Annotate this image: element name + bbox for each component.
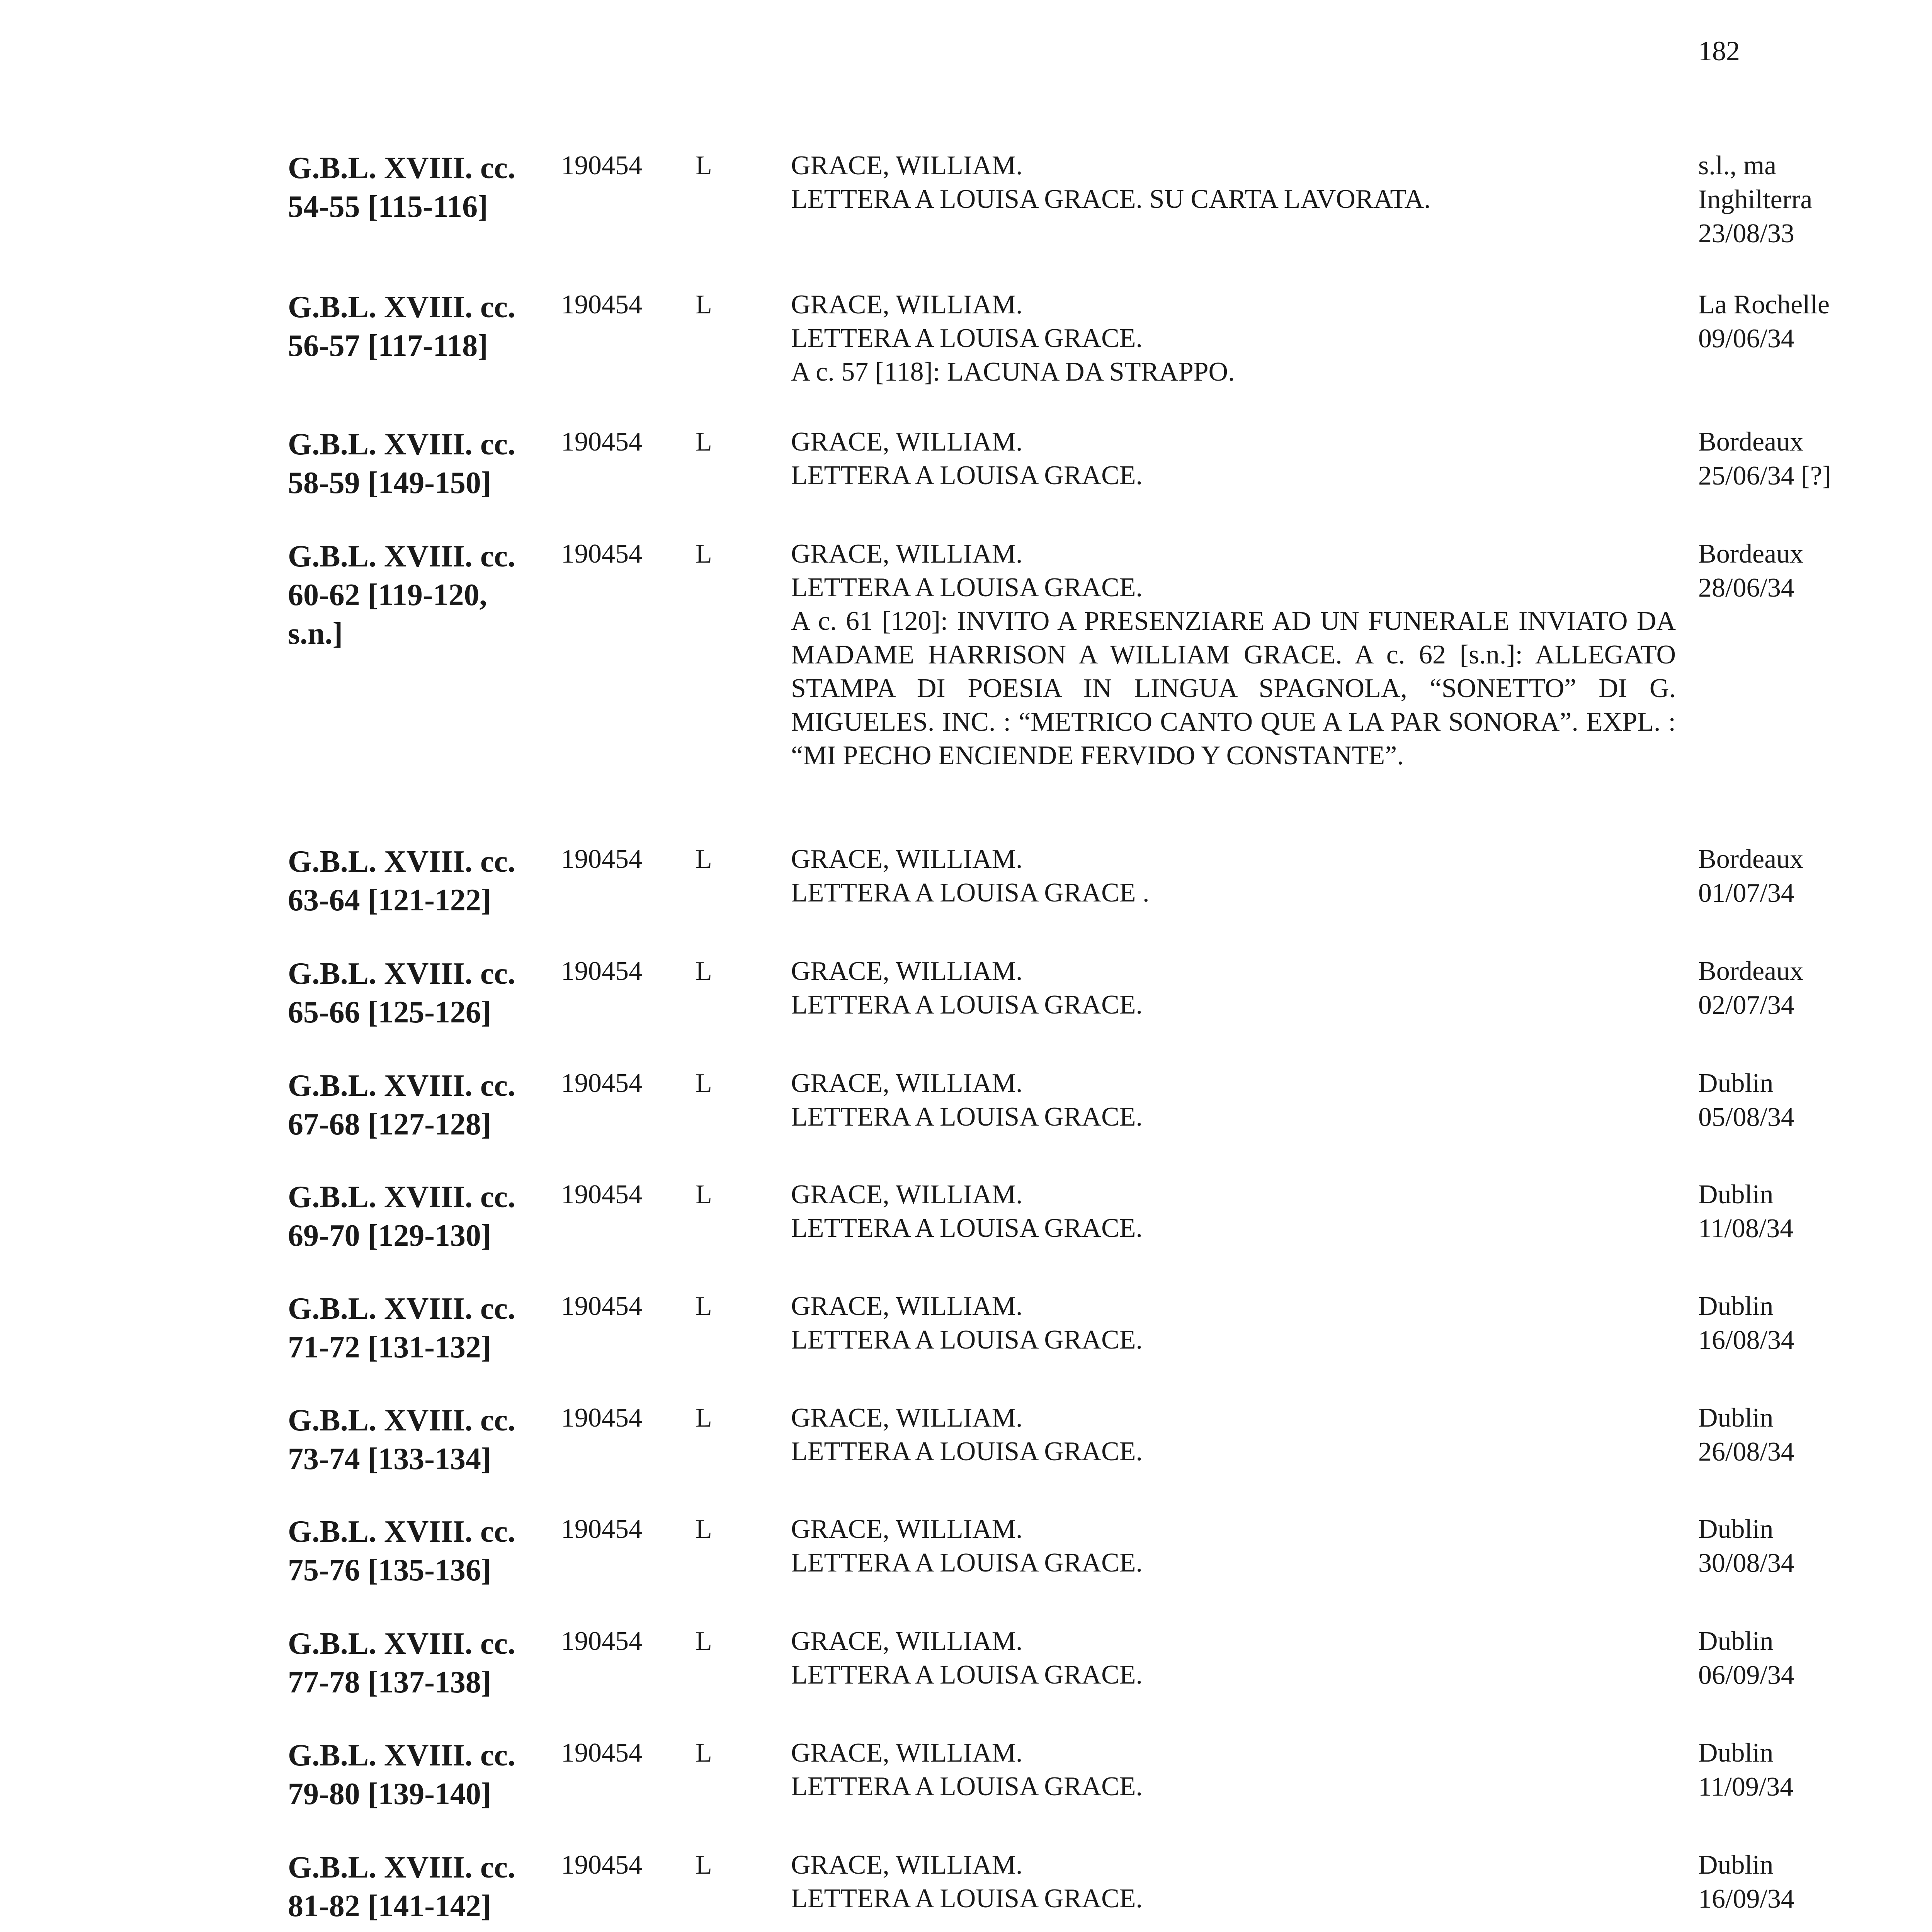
entry-description <box>791 842 1676 910</box>
place: s.l., ma Inghilterra <box>1698 151 1813 214</box>
letter-title: LETTERA A LOUISA GRACE. <box>791 1437 1143 1466</box>
letter-title: LETTERA A LOUISA GRACE. SU CARTA LAVORATA. <box>791 184 1431 214</box>
inventory-number: 190454 <box>561 1738 642 1768</box>
document-type: L <box>696 290 712 320</box>
letter-title: LETTERA A LOUISA GRACE. <box>791 1102 1143 1132</box>
document-type: L <box>696 539 712 569</box>
letter-title: LETTERA A LOUISA GRACE. <box>791 573 1143 602</box>
place-and-date <box>1698 1289 1930 1357</box>
inventory-number: 190454 <box>561 1514 642 1544</box>
shelfmark: G.B.L. XVIII. cc. 71-72 [131-132] <box>288 1292 515 1364</box>
author: GRACE, WILLIAM. <box>791 1180 1023 1209</box>
date: 26/08/34 <box>1698 1437 1794 1467</box>
entry-description <box>791 1401 1676 1468</box>
author: GRACE, WILLIAM. <box>791 956 1023 986</box>
author: GRACE, WILLIAM. <box>791 1291 1023 1321</box>
author: GRACE, WILLIAM. <box>791 1403 1023 1433</box>
author: GRACE, WILLIAM. <box>791 1068 1023 1098</box>
document-type: L <box>696 844 712 874</box>
inventory-number: 190454 <box>561 1291 642 1321</box>
date: 06/09/34 <box>1698 1660 1794 1690</box>
author: GRACE, WILLIAM. <box>791 1626 1023 1656</box>
letter-title: LETTERA A LOUISA GRACE. <box>791 1548 1143 1578</box>
shelfmark: G.B.L. XVIII. cc. 81-82 [141-142] <box>288 1850 515 1923</box>
entry-description <box>791 1066 1676 1134</box>
place: Bordeaux <box>1698 956 1804 986</box>
shelfmark: G.B.L. XVIII. cc. 63-64 [121-122] <box>288 845 515 917</box>
place-and-date <box>1698 425 1930 493</box>
author: GRACE, WILLIAM. <box>791 1850 1023 1880</box>
inventory-number: 190454 <box>561 151 642 180</box>
entry-description <box>791 537 1676 772</box>
author: GRACE, WILLIAM. <box>791 1738 1023 1768</box>
letter-title: LETTERA A LOUISA GRACE. <box>791 1213 1143 1243</box>
place: Dublin <box>1698 1180 1774 1209</box>
shelfmark: G.B.L. XVIII. cc. 77-78 [137-138] <box>288 1627 515 1699</box>
entry-description <box>791 1178 1676 1245</box>
inventory-number: 190454 <box>561 956 642 986</box>
letter-title: LETTERA A LOUISA GRACE. <box>791 323 1143 353</box>
place-and-date <box>1698 288 1930 356</box>
entry-description <box>791 954 1676 1022</box>
place-and-date <box>1698 537 1930 605</box>
place-and-date <box>1698 1848 1930 1916</box>
author: GRACE, WILLIAM. <box>791 427 1023 457</box>
shelfmark: G.B.L. XVIII. cc. 79-80 [139-140] <box>288 1738 515 1811</box>
date: 25/06/34 [?] <box>1698 461 1832 491</box>
place-and-date <box>1698 1178 1930 1246</box>
place: Dublin <box>1698 1291 1774 1321</box>
document-type: L <box>696 1291 712 1321</box>
place: Dublin <box>1698 1068 1774 1098</box>
date: 28/06/34 <box>1698 573 1794 603</box>
author: GRACE, WILLIAM. <box>791 539 1023 569</box>
inventory-number: 190454 <box>561 1180 642 1209</box>
inventory-number: 190454 <box>561 290 642 320</box>
place: Dublin <box>1698 1738 1774 1768</box>
inventory-number: 190454 <box>561 844 642 874</box>
place-and-date <box>1698 1512 1930 1580</box>
letter-title: LETTERA A LOUISA GRACE. <box>791 1772 1143 1801</box>
document-type: L <box>696 1626 712 1656</box>
author: GRACE, WILLIAM. <box>791 1514 1023 1544</box>
document-type: L <box>696 427 712 457</box>
date: 09/06/34 <box>1698 324 1794 354</box>
inventory-number: 190454 <box>561 1068 642 1098</box>
entry-description <box>791 1736 1676 1803</box>
date: 11/09/34 <box>1698 1772 1794 1802</box>
inventory-number: 190454 <box>561 539 642 569</box>
entry-description <box>791 288 1676 389</box>
entry-note: A c. 57 [118]: LACUNA DA STRAPPO. <box>791 357 1235 387</box>
shelfmark: G.B.L. XVIII. cc. 60-62 [119-120, s.n.] <box>288 539 515 651</box>
shelfmark: G.B.L. XVIII. cc. 67-68 [127-128] <box>288 1069 515 1141</box>
place: Bordeaux <box>1698 427 1804 457</box>
date: 02/07/34 <box>1698 990 1794 1020</box>
place-and-date <box>1698 149 1930 251</box>
document-type: L <box>696 1403 712 1433</box>
document-type: L <box>696 1514 712 1544</box>
document-type: L <box>696 151 712 180</box>
shelfmark: G.B.L. XVIII. cc. 69-70 [129-130] <box>288 1180 515 1253</box>
shelfmark: G.B.L. XVIII. cc. 75-76 [135-136] <box>288 1515 515 1587</box>
shelfmark: G.B.L. XVIII. cc. 73-74 [133-134] <box>288 1403 515 1476</box>
letter-title: LETTERA A LOUISA GRACE . <box>791 878 1150 908</box>
shelfmark: G.B.L. XVIII. cc. 65-66 [125-126] <box>288 957 515 1029</box>
date: 05/08/34 <box>1698 1102 1794 1132</box>
inventory-number: 190454 <box>561 427 642 457</box>
shelfmark: G.B.L. XVIII. cc. 54-55 [115-116] <box>288 151 515 224</box>
place: Dublin <box>1698 1514 1774 1544</box>
place-and-date <box>1698 1624 1930 1692</box>
document-type: L <box>696 1850 712 1880</box>
shelfmark: G.B.L. XVIII. cc. 58-59 [149-150] <box>288 427 515 500</box>
entry-description <box>791 1848 1676 1915</box>
entry-note: A c. 61 [120]: INVITO A PRESENZIARE AD UN FUNERALE INVIATO DA MADAME HARRISON A WILLIAM GRACE. A c. 62 [s.n.]: ALLEGATO STAMPA DI POESIA IN LINGUA SPAGNOLA, “SONETTO” DI G. MIGUELES. INC. : “METRICO CANTO QUE A LA PAR SONORA”. EXPL. : “MI PECHO ENCIENDE FERVIDO Y CONSTANTE”. <box>791 606 1676 770</box>
shelfmark: G.B.L. XVIII. cc. 56-57 [117-118] <box>288 290 515 363</box>
date: 16/09/34 <box>1698 1884 1794 1914</box>
document-type: L <box>696 1180 712 1209</box>
place: Dublin <box>1698 1403 1774 1433</box>
inventory-number: 190454 <box>561 1850 642 1880</box>
inventory-number: 190454 <box>561 1403 642 1433</box>
letter-title: LETTERA A LOUISA GRACE. <box>791 1325 1143 1355</box>
entry-description <box>791 149 1676 216</box>
author: GRACE, WILLIAM. <box>791 290 1023 320</box>
date: 16/08/34 <box>1698 1325 1794 1355</box>
date: 11/08/34 <box>1698 1214 1794 1243</box>
letter-title: LETTERA A LOUISA GRACE. <box>791 990 1143 1020</box>
place: Dublin <box>1698 1626 1774 1656</box>
place: Bordeaux <box>1698 844 1804 874</box>
place: Dublin <box>1698 1850 1774 1880</box>
letter-title: LETTERA A LOUISA GRACE. <box>791 461 1143 490</box>
letter-title: LETTERA A LOUISA GRACE. <box>791 1660 1143 1690</box>
document-type: L <box>696 1068 712 1098</box>
date: 30/08/34 <box>1698 1548 1794 1578</box>
place-and-date <box>1698 1066 1930 1134</box>
date: 01/07/34 <box>1698 878 1794 908</box>
entry-description <box>791 425 1676 492</box>
document-type: L <box>696 956 712 986</box>
place: La Rochelle <box>1698 290 1830 320</box>
entry-description <box>791 1624 1676 1692</box>
entry-description <box>791 1512 1676 1580</box>
letter-title: LETTERA A LOUISA GRACE. <box>791 1884 1143 1913</box>
page-number: 182 <box>1698 36 1740 66</box>
place: Bordeaux <box>1698 539 1804 569</box>
document-type: L <box>696 1738 712 1768</box>
place-and-date <box>1698 1736 1930 1804</box>
date: 23/08/33 <box>1698 219 1794 248</box>
place-and-date <box>1698 842 1930 910</box>
entry-description <box>791 1289 1676 1357</box>
inventory-number: 190454 <box>561 1626 642 1656</box>
place-and-date <box>1698 1401 1930 1469</box>
author: GRACE, WILLIAM. <box>791 151 1023 180</box>
place-and-date <box>1698 954 1930 1022</box>
author: GRACE, WILLIAM. <box>791 844 1023 874</box>
